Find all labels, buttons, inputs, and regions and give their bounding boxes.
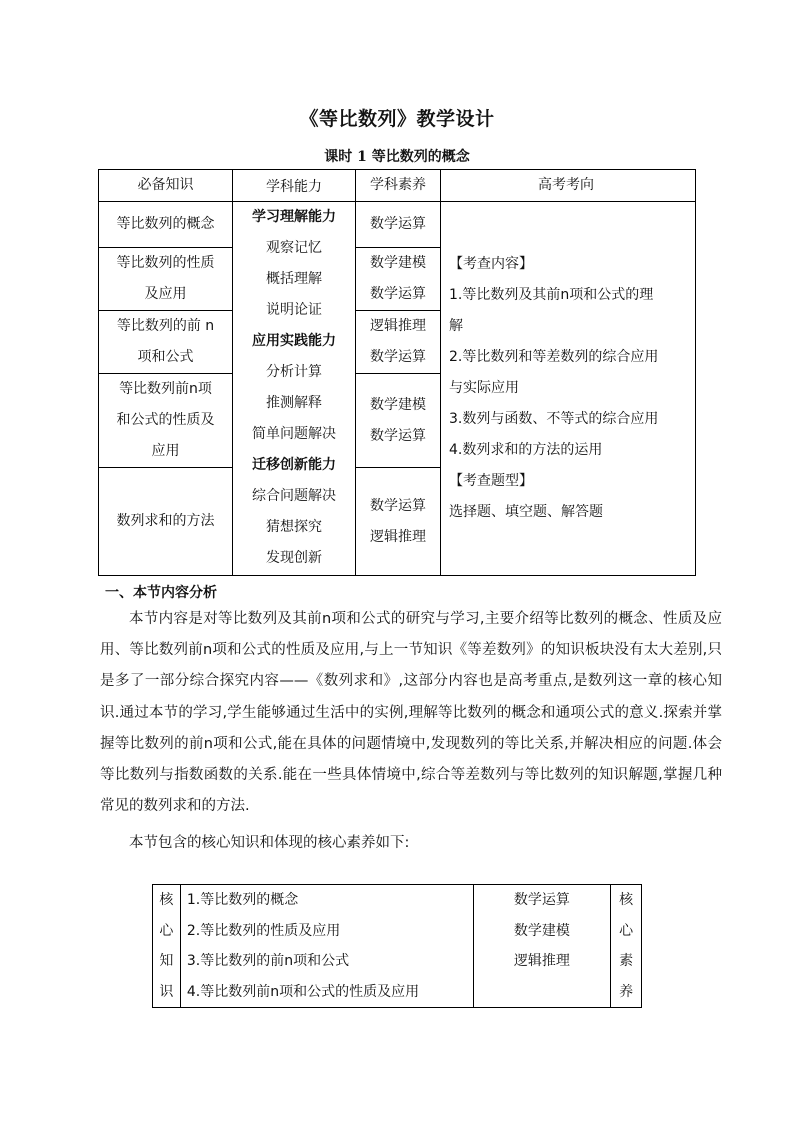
list-item: 4.等比数列前n项和公式的性质及应用 <box>186 983 420 1000</box>
exam-line: 4.数列求和的方法的运用 <box>449 442 603 458</box>
header-exam: 高考考向 <box>441 170 696 202</box>
core-table <box>152 884 642 1008</box>
ability-item: 发现创新 <box>266 550 322 566</box>
label-char: 素 <box>619 953 634 969</box>
table-header-row <box>99 170 696 202</box>
literacy-line: 逻辑推理 <box>370 528 426 545</box>
ability-cell <box>233 202 356 576</box>
overview-table <box>98 169 696 576</box>
exam-line: 【考查内容】 <box>449 256 533 272</box>
exam-line: 选择题、填空题、解答题 <box>449 504 603 520</box>
knowledge-line: 等比数列的性质 <box>116 255 215 271</box>
ability-item: 简单问题解决 <box>252 426 336 442</box>
exam-cell <box>441 202 696 576</box>
core-knowledge-label <box>153 885 181 1008</box>
ability-item: 综合问题解决 <box>252 488 336 504</box>
literacy-line: 数学运算 <box>370 286 426 302</box>
knowledge-cell <box>99 311 233 374</box>
header-knowledge: 必备知识 <box>99 170 233 202</box>
label-char: 知 <box>159 953 174 969</box>
list-item: 数学建模 <box>513 922 570 939</box>
literacy-cell <box>356 202 441 248</box>
label-char: 核 <box>619 892 634 908</box>
core-literacy-items <box>473 885 611 1008</box>
knowledge-line: 应用 <box>151 443 180 459</box>
knowledge-line: 数列求和的方法 <box>116 513 215 529</box>
literacy-cell <box>356 311 441 374</box>
core-literacy-label <box>611 885 642 1008</box>
table-row <box>153 885 642 1008</box>
knowledge-line: 等比数列前n项 <box>119 381 212 397</box>
core-knowledge-items <box>180 885 473 1008</box>
label-char: 识 <box>159 983 174 1000</box>
header-literacy: 学科素养 <box>356 170 441 202</box>
list-item: 2.等比数列的性质及应用 <box>186 922 341 939</box>
section-paragraph: 本节内容是对等比数列及其前n项和公式的研究与学习,主要介绍等比数列的概念、性质及应用、等比数列前n项和公式的性质及应用,与上一节知识《等差数列》的知识板块没有太大差别,只是多了一部分综合探究内容——《数列求和》,这部分内容也是高考重点,是数列这一章的核心知识.通过本节的学习,学生能够通过生活中的实例,理解等比数列的概念和通项公式的意义.探索并掌握等比数列的前n项和公式,能在具体的问题情境中,发现数列的等比关系,并解决相应的问题.体会等比数列与指数函数的关系.能在一些具体情境中,综合等差数列与等比数列的知识解题,掌握几种常见的数列求和的方法. <box>100 611 722 815</box>
literacy-line: 数学运算 <box>370 349 426 365</box>
exam-line: 2.等比数列和等差数列的综合应用 <box>449 349 659 365</box>
section-heading: 一、本节内容分析 <box>105 585 217 601</box>
knowledge-line: 及应用 <box>144 286 187 302</box>
ability-item: 分析计算 <box>266 364 322 380</box>
ability-item: 观察记忆 <box>266 240 322 256</box>
literacy-line: 逻辑推理 <box>370 318 426 334</box>
exam-line: 【考查题型】 <box>449 473 533 489</box>
ability-item: 说明论证 <box>266 302 322 318</box>
label-char: 心 <box>619 922 634 939</box>
ability-item: 概括理解 <box>266 271 322 287</box>
list-item: 数学运算 <box>513 892 570 908</box>
knowledge-line: 等比数列的前 n <box>116 318 215 334</box>
knowledge-cell <box>99 468 233 576</box>
ability-group-title: 学习理解能力 <box>252 209 336 225</box>
knowledge-cell <box>99 248 233 311</box>
list-item: 1.等比数列的概念 <box>186 892 299 908</box>
ability-group-title: 迁移创新能力 <box>252 457 336 473</box>
knowledge-cell <box>99 202 233 248</box>
literacy-line: 数学运算 <box>370 427 426 444</box>
knowledge-line: 和公式的性质及 <box>116 412 215 428</box>
literacy-line: 数学运算 <box>370 216 426 232</box>
list-item: 3.等比数列的前n项和公式 <box>186 953 350 969</box>
exam-line: 1.等比数列及其前n项和公式的理 <box>449 287 654 303</box>
label-char: 心 <box>159 922 174 939</box>
doc-title: 《等比数列》教学设计 <box>299 108 495 130</box>
exam-line: 与实际应用 <box>449 380 519 396</box>
knowledge-line: 项和公式 <box>137 349 194 365</box>
ability-item: 猜想探究 <box>266 519 322 535</box>
literacy-line: 数学建模 <box>370 396 426 413</box>
ability-item: 推测解释 <box>266 395 322 411</box>
list-item: 逻辑推理 <box>513 953 570 969</box>
ability-group-title: 应用实践能力 <box>252 333 336 349</box>
literacy-line: 数学运算 <box>370 497 426 514</box>
exam-line: 3.数列与函数、不等式的综合应用 <box>449 411 659 427</box>
label-char: 养 <box>619 983 634 1000</box>
exam-line: 解 <box>449 318 463 334</box>
table-row <box>99 202 696 248</box>
knowledge-line: 等比数列的概念 <box>116 216 215 232</box>
header-ability: 学科能力 <box>233 170 356 202</box>
literacy-cell <box>356 374 441 468</box>
literacy-line: 数学建模 <box>370 255 426 271</box>
label-char: 核 <box>159 892 174 908</box>
literacy-cell <box>356 468 441 576</box>
literacy-cell <box>356 248 441 311</box>
knowledge-cell <box>99 374 233 468</box>
section-paragraph-intro: 本节包含的核心知识和体现的核心素养如下: <box>129 835 410 851</box>
doc-subtitle: 课时 1 等比数列的概念 <box>324 149 470 165</box>
